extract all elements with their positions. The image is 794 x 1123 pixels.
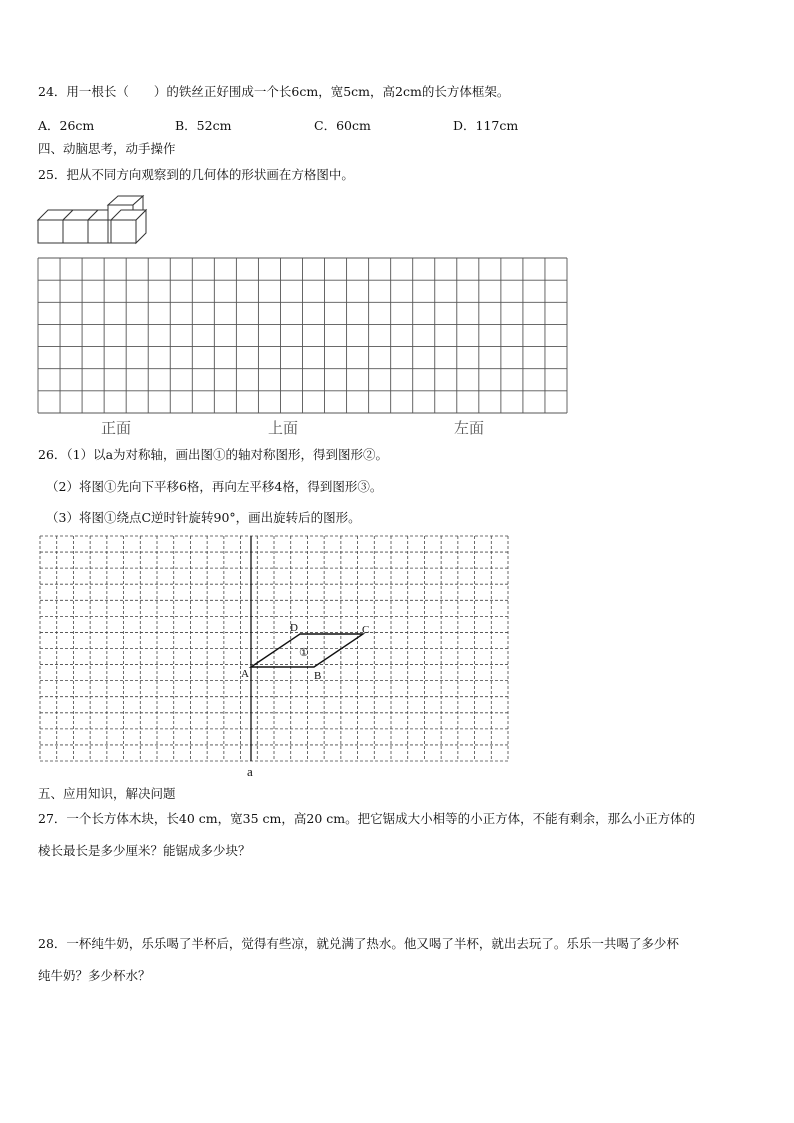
axis-a-label: a	[247, 764, 253, 779]
q27-line2: 棱长最长是多少厘米？能锯成多少块？	[38, 843, 251, 858]
section5-heading: 五、应用知识，解决问题	[38, 786, 176, 801]
q26-line3: （3）将图①绕点C逆时针旋转90°，画出旋转后的图形。	[46, 510, 361, 525]
point-b-label: B	[314, 670, 322, 682]
q28-line1: 28．一杯纯牛奶，乐乐喝了半杯后，觉得有些凉，就兑满了热水。他又喝了半杯，就出去玩了。乐乐一共喝了多少杯	[38, 936, 679, 951]
cube-figure	[36, 195, 156, 247]
q26-line2: （2）将图①先向下平移6格，再向左平移4格，得到图形③。	[46, 479, 383, 494]
q28-line2: 纯牛奶？多少杯水？	[38, 968, 151, 983]
caption-top: 上面	[268, 419, 299, 437]
caption-front: 正面	[101, 419, 132, 437]
section4-heading: 四、动脑思考，动手操作	[38, 141, 176, 156]
q26-line1: 26．（1）以a为对称轴，画出图①的轴对称图形，得到图形②。	[38, 447, 389, 462]
point-c-label: C	[362, 624, 370, 636]
point-d-label: D	[290, 622, 298, 634]
q26-dashed-grid	[40, 536, 510, 781]
q25-square-grid	[38, 258, 568, 414]
q25-captions	[0, 416, 794, 440]
point-a-label: A	[241, 668, 249, 680]
q24-option-c: C．60cm	[314, 118, 371, 133]
q27-line1: 27．一个长方体木块，长40 cm，宽35 cm，高20 cm。把它锯成大小相等的小正方体，不能有剩余，那么小正方体的	[38, 811, 696, 826]
shape-1-label: ①	[299, 647, 309, 659]
q24-option-a: A．26cm	[38, 118, 95, 133]
q24-option-d: D．117cm	[453, 118, 519, 133]
q25-text: 25．把从不同方向观察到的几何体的形状画在方格图中。	[38, 167, 354, 182]
q24-option-b: B．52cm	[175, 118, 232, 133]
q24-text: 24．用一根长（ ）的铁丝正好围成一个长6cm，宽5cm，高2cm的长方体框架。	[38, 84, 510, 99]
caption-left: 左面	[454, 419, 485, 437]
